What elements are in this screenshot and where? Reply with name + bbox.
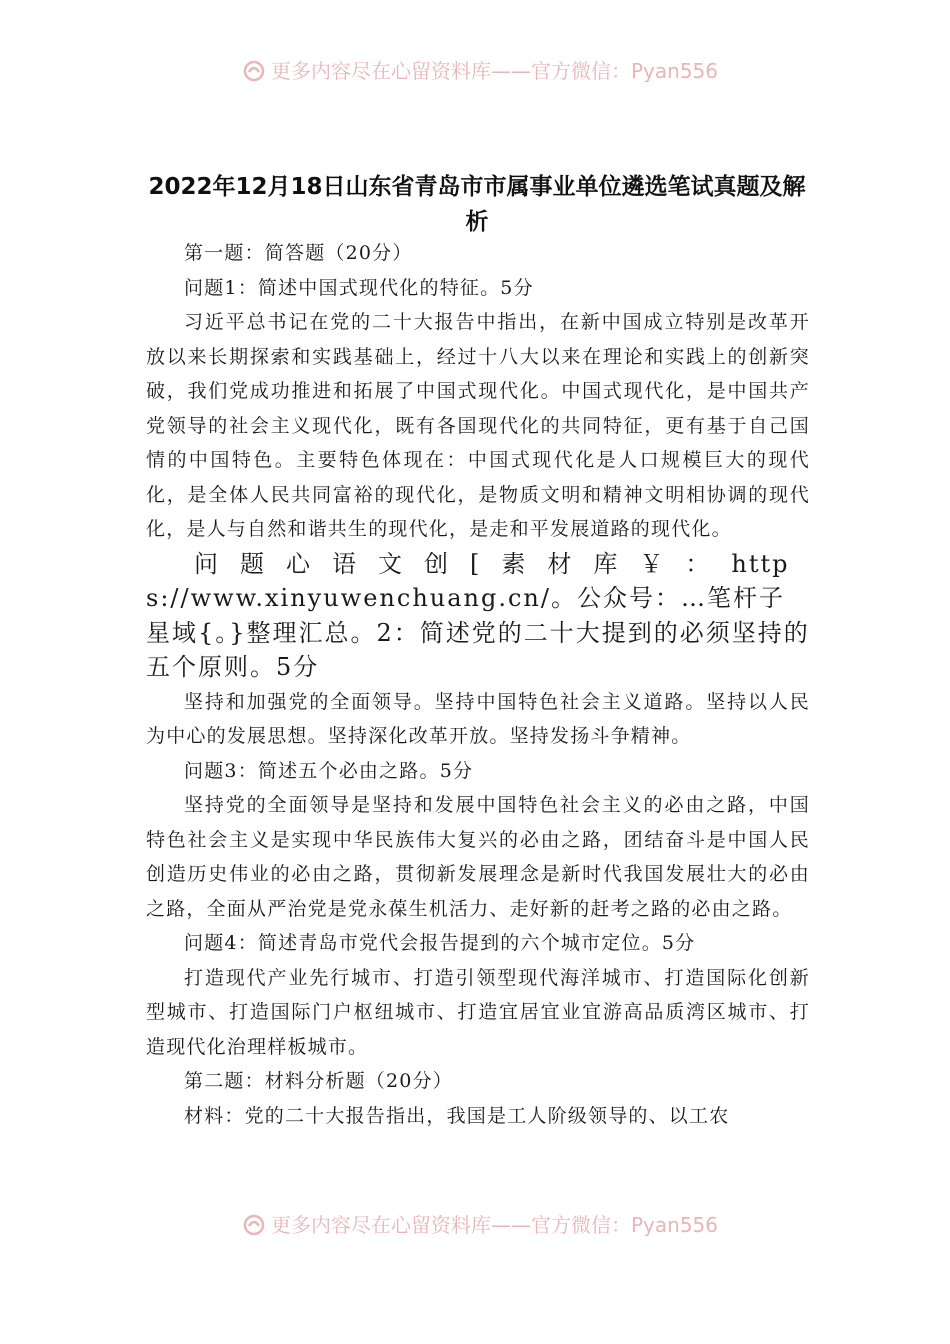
section-heading: 第二题：材料分析题（20分） xyxy=(184,1070,453,1092)
answer-paragraph: 打造现代产业先行城市、打造引领型现代海洋城市、打造国际化创新型城市、打造国际门户枢纽城市、打造宜居宜业宜游高品质湾区城市、打造现代化治理样板城市。 xyxy=(146,966,810,1058)
section-heading: 第一题：简答题（20分） xyxy=(184,242,413,264)
header-watermark xyxy=(0,52,950,82)
question-text: 问题4：简述青岛市党代会报告提到的六个城市定位。5分 xyxy=(184,932,696,954)
material-paragraph: 材料：党的二十大报告指出，我国是工人阶级领导的、以工农 xyxy=(184,1104,730,1127)
watermark-text: 更多内容尽在心留资料库——官方微信：Pyan556 xyxy=(271,1213,719,1236)
document-title: 2022年12月18日山东省青岛市市属事业单位遴选笔试真题及解析 xyxy=(148,174,806,235)
question-lead: 问题心语文创[素材库￥： xyxy=(194,549,732,578)
question-text: 问题3：简述五个必由之路。5分 xyxy=(184,759,474,782)
watermark-logo-icon xyxy=(243,1214,265,1236)
question-text: 问题1：简述中国式现代化的特征。5分 xyxy=(184,276,534,299)
answer-paragraph: 习近平总书记在党的二十大报告中指出，在新中国成立特别是改革开放以来长期探索和实践基础上，经过十八大以来在理论和实践上的创新突破，我们党成功推进和拓展了中国式现代化。中国式现代化，是中国共产党领导的社会主义现代化，既有各国现代化的共同特征，更有基于自己国情的中国特色。主要特色体现在：中国式现代化是人口规模巨大的现代化，是全体人民共同富裕的现代化，是物质文明和精神文明相协调的现代化，是人与自然和谐共生的现代化，是走和平发展道路的现代化。 xyxy=(146,311,810,540)
question-text-with-source xyxy=(146,547,810,685)
answer-paragraph: 坚持党的全面领导是坚持和发展中国特色社会主义的必由之路，中国特色社会主义是实现中华民族伟大复兴的必由之路，团结奋斗是中国人民创造历史伟业的必由之路，贯彻新发展理念是新时代我国发展壮大的必由之路，全面从严治党是党永葆生机活力、走好新的赶考之路的必由之路。 xyxy=(146,794,810,920)
question-rest: https://www.xinyuwenchuang.cn/。公众号：…笔杆子星域{。}整理汇总。2：简述党的二十大提到的必须坚持的五个原则。5分 xyxy=(146,549,810,681)
document-body xyxy=(146,236,810,1133)
footer-watermark xyxy=(0,1206,950,1236)
watermark-text: 更多内容尽在心留资料库——官方微信：Pyan556 xyxy=(271,59,719,82)
answer-paragraph: 坚持和加强党的全面领导。坚持中国特色社会主义道路。坚持以人民为中心的发展思想。坚持深化改革开放。坚持发扬斗争精神。 xyxy=(146,690,810,747)
watermark-logo-icon xyxy=(243,60,265,82)
